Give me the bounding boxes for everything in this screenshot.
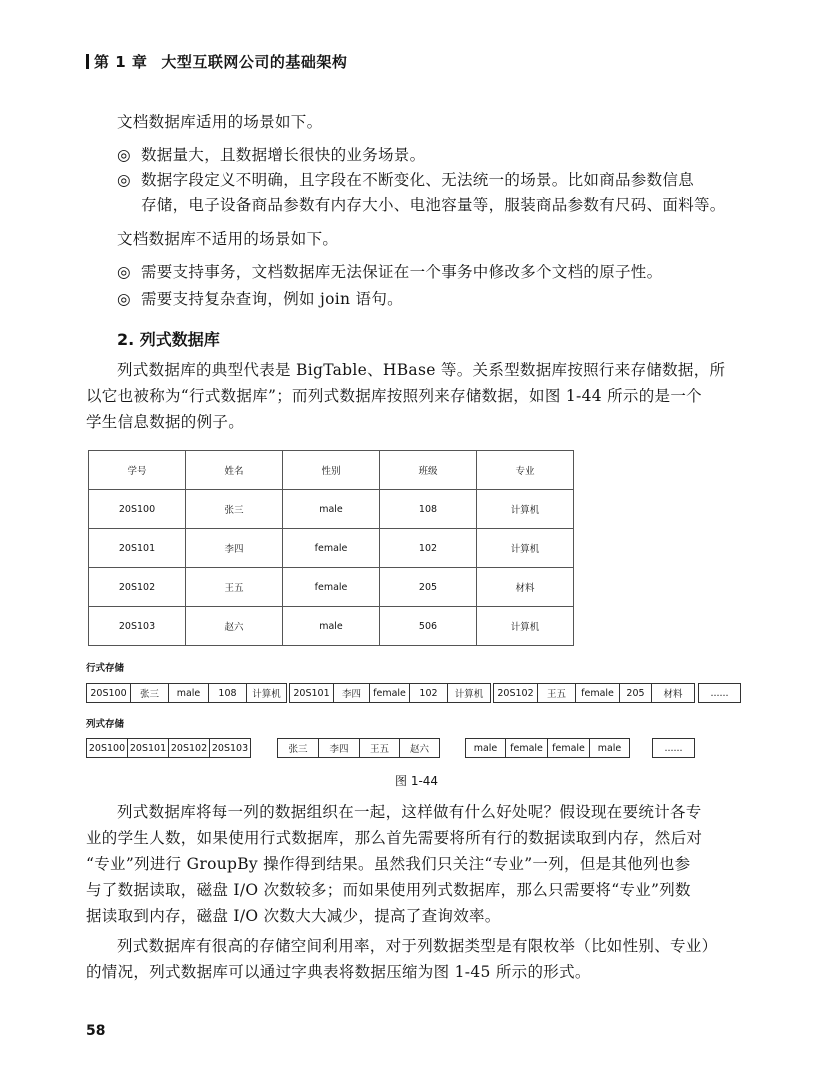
header-bar — [86, 54, 89, 69]
list-item: ◎ 需要支持事务，文档数据库无法保证在一个事务中修改多个文档的原子性。 — [117, 263, 663, 281]
table-cell: female — [283, 529, 380, 568]
row-group-ellipsis — [698, 683, 741, 703]
running-header — [86, 51, 347, 72]
table-cell: 赵六 — [186, 607, 283, 646]
table-cell: 205 — [380, 568, 477, 607]
table-cell: 506 — [380, 607, 477, 646]
storage-cell: female — [506, 739, 548, 757]
storage-cell: 20S101 — [290, 684, 334, 702]
storage-cell: 计算机 — [252, 689, 281, 700]
row-storage-label: 行式存储 — [86, 663, 125, 674]
storage-cell: 20S102 — [169, 739, 210, 757]
paragraph-line: 业的学生人数，如果使用行式数据库，那么首先需要将所有行的数据读取到内存，然后对 — [86, 829, 703, 847]
table-row — [89, 607, 574, 646]
table-cell: 20S101 — [89, 529, 186, 568]
doc-unsuitable-intro: 文档数据库不适用的场景如下。 — [117, 230, 339, 248]
storage-cell: 张三 — [278, 739, 319, 757]
row-group-1 — [86, 683, 287, 703]
storage-cell: 20S100 — [87, 739, 128, 757]
storage-cell: 20S102 — [494, 684, 538, 702]
storage-cell: 20S101 — [128, 739, 169, 757]
storage-cell: ...... — [664, 742, 683, 754]
column-storage-label: 列式存储 — [86, 719, 125, 730]
col-group-gender — [465, 738, 630, 758]
storage-cell: 205 — [620, 684, 652, 702]
storage-cell: 102 — [410, 684, 448, 702]
figure-caption: 图 1-44 — [395, 774, 439, 788]
paragraph-line: “专业”列进行 GroupBy 操作得到结果。虽然我们只关注“专业”一列，但是其他列也参 — [86, 855, 691, 873]
row-group-3 — [493, 683, 695, 703]
storage-cell: male — [466, 739, 506, 757]
table-cell: 102 — [380, 529, 477, 568]
paragraph-line: 列式数据库有很高的存储空间利用率，对于列数据类型是有限枚举（比如性别、专业） — [117, 937, 718, 955]
chapter-number: 第 1 章 — [94, 53, 148, 71]
storage-cell: ...... — [710, 687, 729, 699]
col-group-ellipsis — [652, 738, 695, 758]
table-header-row — [89, 451, 574, 490]
table-cell: male — [283, 490, 380, 529]
storage-cell: 王五 — [538, 684, 576, 702]
table-cell: 张三 — [186, 490, 283, 529]
table-row — [89, 529, 574, 568]
table-header-cell: 姓名 — [186, 451, 283, 490]
paragraph-line: 的情况，列式数据库可以通过字典表将数据压缩为图 1-45 所示的形式。 — [86, 963, 591, 981]
storage-cell: male — [597, 742, 622, 754]
table-row — [89, 490, 574, 529]
list-item-continuation: 存储，电子设备商品参数有内存大小、电池容量等，服装商品参数有尺码、面料等。 — [141, 196, 726, 214]
paragraph-line: 与了数据读取，磁盘 I/O 次数较多；而如果使用列式数据库，那么只需要将“专业”列数 — [86, 881, 691, 899]
storage-cell: 李四 — [334, 684, 370, 702]
table-cell: 李四 — [186, 529, 283, 568]
table-cell: male — [283, 607, 380, 646]
table-cell: 20S102 — [89, 568, 186, 607]
table-cell: 计算机 — [477, 490, 574, 529]
table-header-cell: 专业 — [477, 451, 574, 490]
table-header-cell: 性别 — [283, 451, 380, 490]
table-header-cell: 班级 — [380, 451, 477, 490]
storage-cell: 赵六 — [409, 744, 429, 755]
paragraph-line: 列式数据库将每一列的数据组织在一起，这样做有什么好处呢？假设现在要统计各专 — [117, 803, 702, 821]
table-row — [89, 568, 574, 607]
storage-cell: 108 — [209, 684, 247, 702]
paragraph-line: 据读取到内存，磁盘 I/O 次数大大减少，提高了查询效率。 — [86, 907, 501, 925]
paragraph-line: 列式数据库的典型代表是 BigTable、HBase 等。关系型数据库按照行来存储数据，所 — [117, 361, 726, 379]
storage-cell: 材料 — [663, 689, 683, 700]
storage-cell: female — [370, 684, 410, 702]
doc-suitable-intro: 文档数据库适用的场景如下。 — [117, 113, 323, 131]
storage-cell: 李四 — [319, 739, 360, 757]
storage-cell: male — [169, 684, 209, 702]
storage-cell: 张三 — [131, 684, 169, 702]
list-item: ◎ 需要支持复杂查询，例如 join 语句。 — [117, 290, 403, 308]
col-group-name — [277, 738, 440, 758]
student-table — [88, 450, 574, 646]
table-cell: 108 — [380, 490, 477, 529]
table-cell: 计算机 — [477, 529, 574, 568]
row-group-2 — [289, 683, 491, 703]
table-cell: 材料 — [477, 568, 574, 607]
table-cell: female — [283, 568, 380, 607]
storage-cell: female — [548, 739, 590, 757]
list-item: ◎ 数据量大，且数据增长很快的业务场景。 — [117, 146, 426, 164]
table-cell: 20S100 — [89, 490, 186, 529]
paragraph-line: 学生信息数据的例子。 — [86, 413, 245, 431]
storage-cell: 20S103 — [211, 742, 249, 754]
chapter-title: 大型互联网公司的基础架构 — [161, 53, 348, 71]
table-cell: 20S103 — [89, 607, 186, 646]
page-number: 58 — [86, 1023, 106, 1039]
storage-cell: 王五 — [360, 739, 400, 757]
storage-cell: female — [576, 684, 620, 702]
storage-cell: 20S100 — [87, 684, 131, 702]
section-title: 2. 列式数据库 — [117, 330, 220, 349]
table-cell: 王五 — [186, 568, 283, 607]
list-item: ◎ 数据字段定义不明确，且字段在不断变化、无法统一的场景。比如商品参数信息 — [117, 171, 695, 189]
paragraph-line: 以它也被称为“行式数据库”；而列式数据库按照列来存储数据，如图 1-44 所示的是一个 — [86, 387, 702, 405]
table-header-cell: 学号 — [89, 451, 186, 490]
table-cell: 计算机 — [477, 607, 574, 646]
storage-cell: 计算机 — [454, 689, 484, 700]
col-group-id — [86, 738, 251, 758]
